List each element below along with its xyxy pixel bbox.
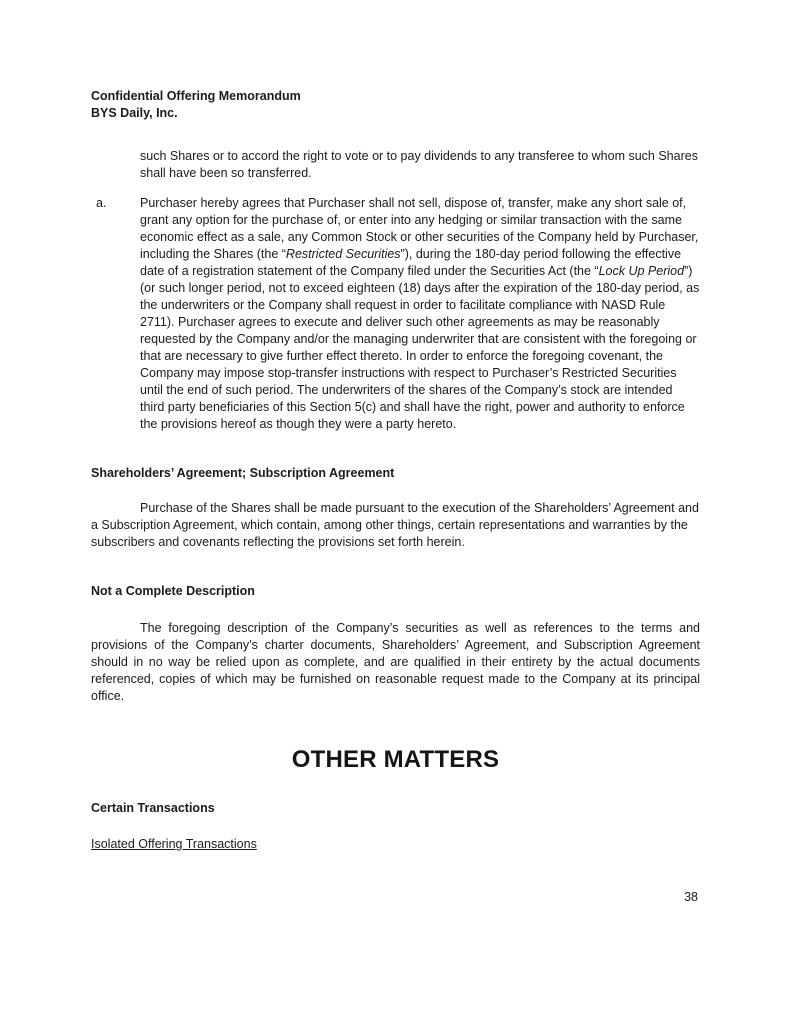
item-a-segment-3: ”) (or such longer period, not to exceed eighteen (18) days after the expiration of the 180-day period, as the underwriters or the Company shall request in order to facilitate compliance with NASD Rule 2711). Purchaser agrees to execute and deliver such other agreements as may be reasonably requested by the Company and/or the managing underwriter that are consistent with the foregoing or that are necessary to give further effect thereto. In order to enforce the foregoing covenant, the Company may impose stop-transfer instructions with respect to Purchaser’s Restricted Securities until the end of such period. The underwriters of the shares of the Company’s stock are intended third party beneficiaries of this Section 5(c) and shall have the right, power and authority to enforce the provisions hereof as though they were a party hereto. bbox=[140, 264, 700, 431]
isolated-offering-transactions-heading: Isolated Offering Transactions bbox=[91, 837, 257, 851]
page-number: 38 bbox=[684, 890, 698, 904]
list-item-a bbox=[91, 195, 700, 433]
company-name: BYS Daily, Inc. bbox=[91, 106, 178, 120]
list-item-a-label: a. bbox=[96, 196, 107, 210]
memo-title: Confidential Offering Memorandum bbox=[91, 89, 301, 103]
certain-transactions-heading: Certain Transactions bbox=[91, 801, 215, 815]
defined-term-lock-up-period: Lock Up Period bbox=[598, 264, 685, 278]
document-header bbox=[91, 88, 700, 122]
shareholders-agreement-paragraph: Purchase of the Shares shall be made pursuant to the execution of the Shareholders’ Agreement and a Subscription Agreement, which contain, among other things, certain representations and warranties by the subscribers and covenants reflecting the provisions set forth herein. bbox=[91, 501, 699, 549]
not-a-complete-description-paragraph: The foregoing description of the Company’s securities as well as references to the terms and provisions of the Company’s charter documents, Shareholders’ Agreement, and Subscription Agreement should in no way be relied upon as complete, and are qualified in their entirety by the actual documents referenced, copies of which may be furnished on reasonable request made to the Company at its principal office. bbox=[91, 621, 700, 703]
other-matters-heading: OTHER MATTERS bbox=[291, 746, 500, 773]
defined-term-restricted-securities: Restricted Securities bbox=[285, 247, 401, 261]
item-a-segment-2: ”), during the 180-day period following the effective date of a registration statement of the Company filed under the Securities Act (the “ bbox=[140, 247, 682, 278]
shareholders-agreement-heading: Shareholders’ Agreement; Subscription Agreement bbox=[91, 466, 395, 480]
item-a-segment-1: Purchaser hereby agrees that Purchaser shall not sell, dispose of, transfer, make any short sale of, grant any option for the purchase of, or enter into any hedging or similar transaction with the same economic effect as a sale, any Common Stock or other securities of the Company held by Purchaser, including the Shares (the “ bbox=[140, 196, 699, 261]
list-item-a-text bbox=[140, 195, 700, 433]
continuation-paragraph: such Shares or to accord the right to vote or to pay dividends to any transferee to whom such Shares shall have been so transferred. bbox=[140, 149, 698, 180]
not-a-complete-description-heading: Not a Complete Description bbox=[91, 584, 255, 598]
